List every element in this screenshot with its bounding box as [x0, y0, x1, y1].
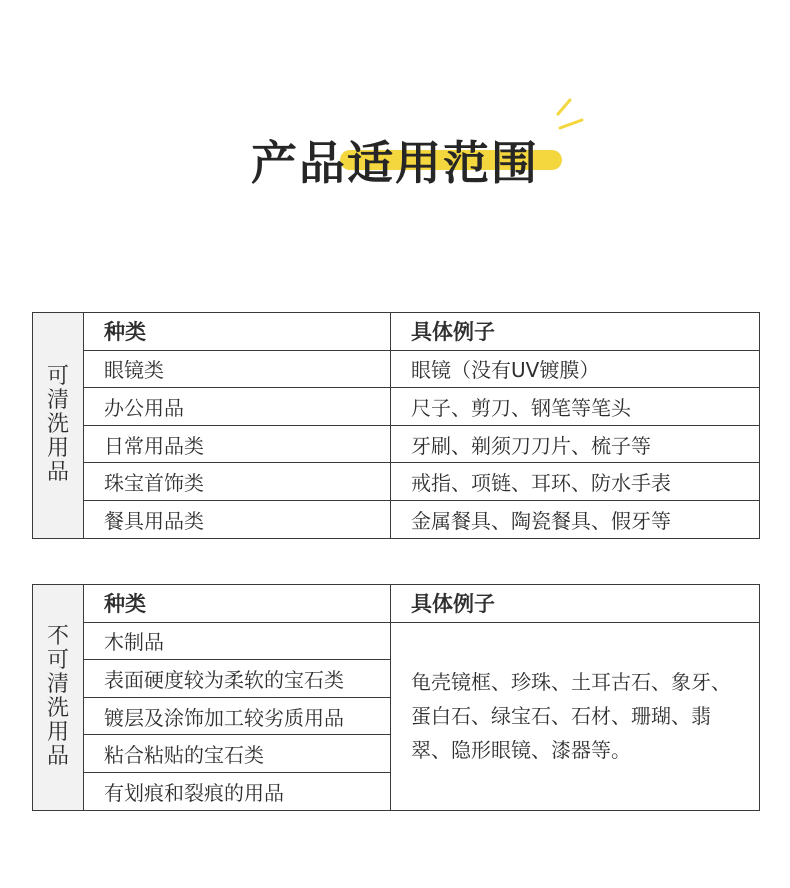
side-label-non-washable: 不可清洗用品 — [33, 585, 84, 811]
category-cell: 日常用品类 — [84, 425, 391, 463]
table-row — [33, 463, 760, 501]
category-cell: 表面硬度较为柔软的宝石类 — [84, 660, 391, 698]
sparkle-decoration-icon — [552, 96, 588, 136]
example-cell: 戒指、项链、耳环、防水手表 — [391, 463, 760, 501]
column-header-examples: 具体例子 — [391, 313, 760, 351]
table-row — [33, 622, 760, 660]
table-row — [33, 388, 760, 426]
category-cell: 眼镜类 — [84, 350, 391, 388]
washable-items-table — [32, 312, 760, 539]
table-header-row — [33, 313, 760, 351]
non-washable-items-table — [32, 584, 760, 811]
side-label-washable: 可清洗用品 — [33, 313, 84, 539]
example-cell: 尺子、剪刀、钢笔等笔头 — [391, 388, 760, 426]
column-header-examples: 具体例子 — [391, 585, 760, 623]
table-row — [33, 425, 760, 463]
column-header-category: 种类 — [84, 585, 391, 623]
examples-cell: 龟壳镜框、珍珠、土耳古石、象牙、蛋白石、绿宝石、石材、珊瑚、翡翠、隐形眼镜、漆器等。 — [391, 622, 760, 810]
category-cell: 有划痕和裂痕的用品 — [84, 772, 391, 810]
example-cell: 眼镜（没有UV镀膜） — [391, 350, 760, 388]
example-cell: 金属餐具、陶瓷餐具、假牙等 — [391, 500, 760, 538]
category-cell: 办公用品 — [84, 388, 391, 426]
column-header-category: 种类 — [84, 313, 391, 351]
table-header-row — [33, 585, 760, 623]
category-cell: 餐具用品类 — [84, 500, 391, 538]
page-title: 产品适用范围 — [251, 136, 539, 190]
category-cell: 镀层及涂饰加工较劣质用品 — [84, 697, 391, 735]
category-cell: 木制品 — [84, 622, 391, 660]
example-cell: 牙刷、剃须刀刀片、梳子等 — [391, 425, 760, 463]
table-row — [33, 350, 760, 388]
category-cell: 粘合粘贴的宝石类 — [84, 735, 391, 773]
category-cell: 珠宝首饰类 — [84, 463, 391, 501]
table-row — [33, 500, 760, 538]
